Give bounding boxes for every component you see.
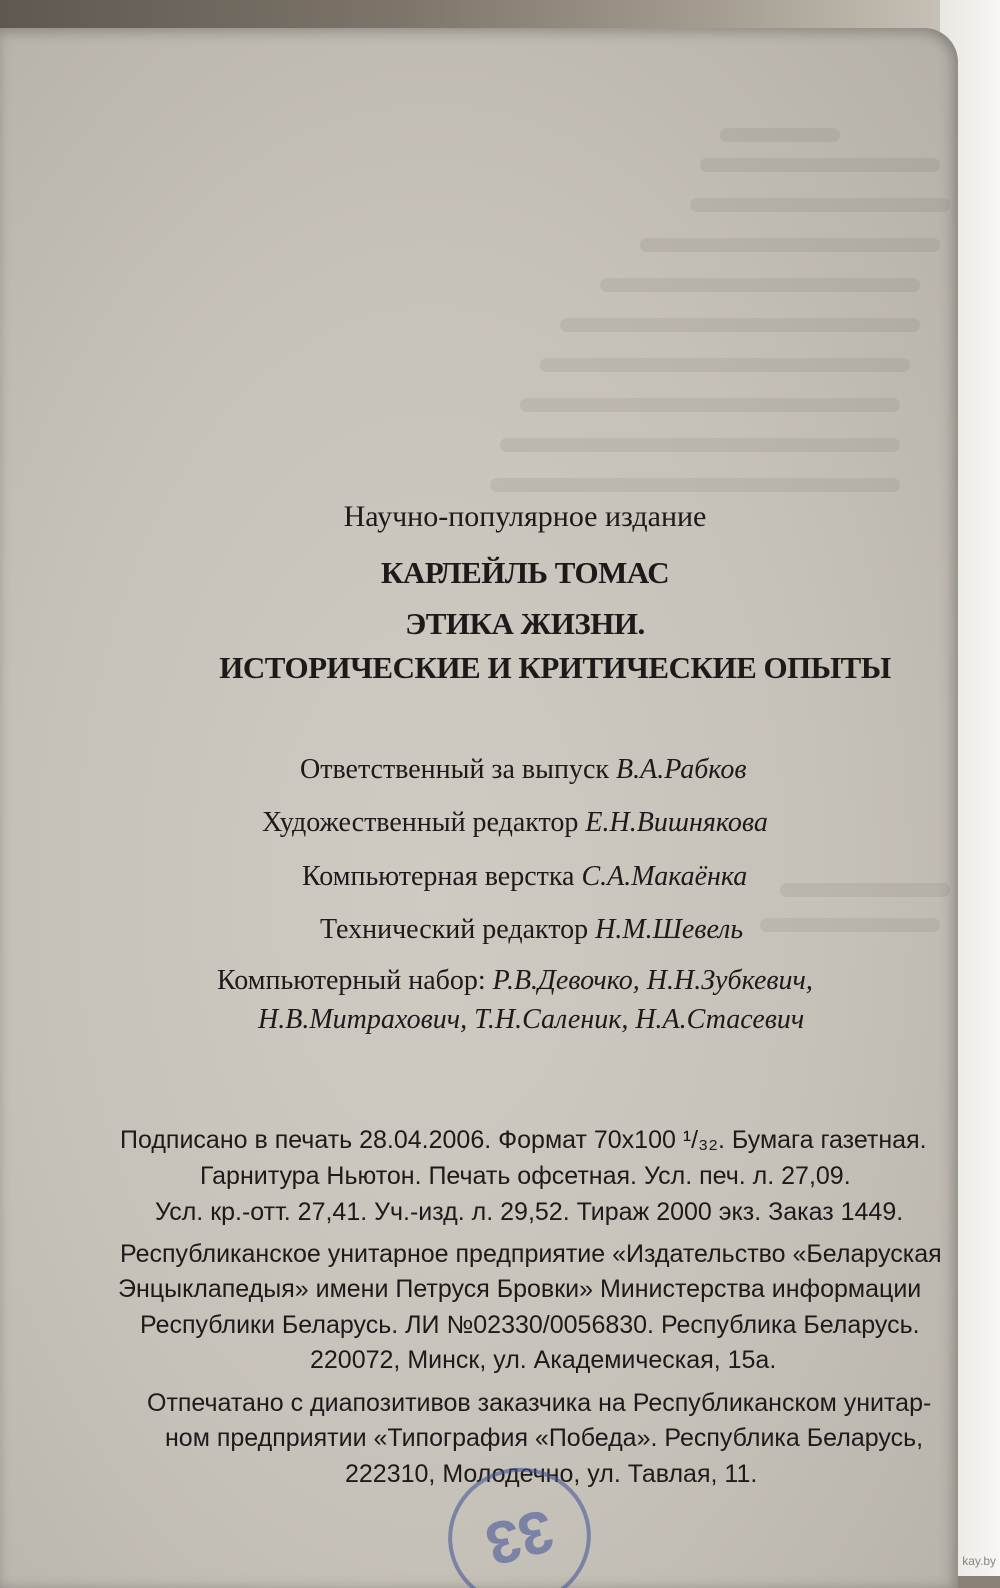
imprint-line: Отпечатано с диапозитивов заказчика на Республиканском унитар- <box>147 1389 932 1417</box>
credit-person: С.А.Макаёнка <box>581 861 748 892</box>
credit-role: Технический редактор <box>320 914 589 945</box>
credit-art-editor <box>262 807 768 839</box>
imprint-line: ном предприятии «Типография «Победа». Республика Беларусь, <box>165 1424 924 1452</box>
book-title-line2: ИСТОРИЧЕСКИЕ И КРИТИЧЕСКИЕ ОПЫТЫ <box>219 650 891 685</box>
credit-person: Н.М.Шевель <box>595 914 744 945</box>
credit-role: Компьютерная верстка <box>302 861 575 892</box>
imprint-line: Гарнитура Ньютон. Печать офсетная. Усл. печ. л. 27,09. <box>200 1162 851 1190</box>
credit-role: Компьютерный набор: <box>217 965 486 996</box>
book-author: КАРЛЕЙЛЬ ТОМАС <box>380 555 670 590</box>
credit-layout <box>302 861 747 893</box>
credit-person: Р.В.Девочко, Н.Н.Зубкевич, <box>492 965 813 996</box>
credit-typesetting-cont <box>258 1004 804 1036</box>
ink-stamp: 33 <box>433 1452 607 1588</box>
imprint-line: 220072, Минск, ул. Академическая, 15а. <box>310 1346 777 1374</box>
imprint-line: Усл. кр.-отт. 27,41. Уч.-изд. л. 29,52. Тираж 2000 экз. Заказ 1449. <box>155 1198 904 1226</box>
imprint-line: Подписано в печать 28.04.2006. Формат 70x100 ¹/₃₂. Бумага газетная. <box>120 1126 927 1154</box>
book-title-line1: ЭТИКА ЖИЗНИ. <box>405 606 645 641</box>
imprint-line: 222310, Молодечно, ул. Тавлая, 11. <box>345 1460 758 1488</box>
book-page <box>0 28 958 1588</box>
credit-role: Художественный редактор <box>262 807 579 838</box>
site-watermark: kay.by <box>962 1554 996 1568</box>
credit-person: В.А.Рабков <box>615 754 747 785</box>
credit-person: Е.Н.Вишнякова <box>585 807 768 838</box>
credit-responsible <box>300 754 747 786</box>
credit-person: Н.В.Митрахович, Т.Н.Саленик, Н.А.Стасевич <box>258 1004 805 1035</box>
credit-tech-editor <box>320 914 743 946</box>
credit-typesetting <box>217 965 813 997</box>
imprint-line: Республиканское унитарное предприятие «Издательство «Беларуская <box>120 1240 942 1268</box>
imprint-line: Энцыклапедыя» имени Петруся Бровки» Министерства информации <box>118 1275 922 1303</box>
imprint-line: Республики Беларусь. ЛИ №02330/0056830. Республика Беларусь. <box>140 1311 920 1339</box>
credit-role: Ответственный за выпуск <box>300 754 609 785</box>
publication-type: Научно-популярное издание <box>343 500 707 533</box>
